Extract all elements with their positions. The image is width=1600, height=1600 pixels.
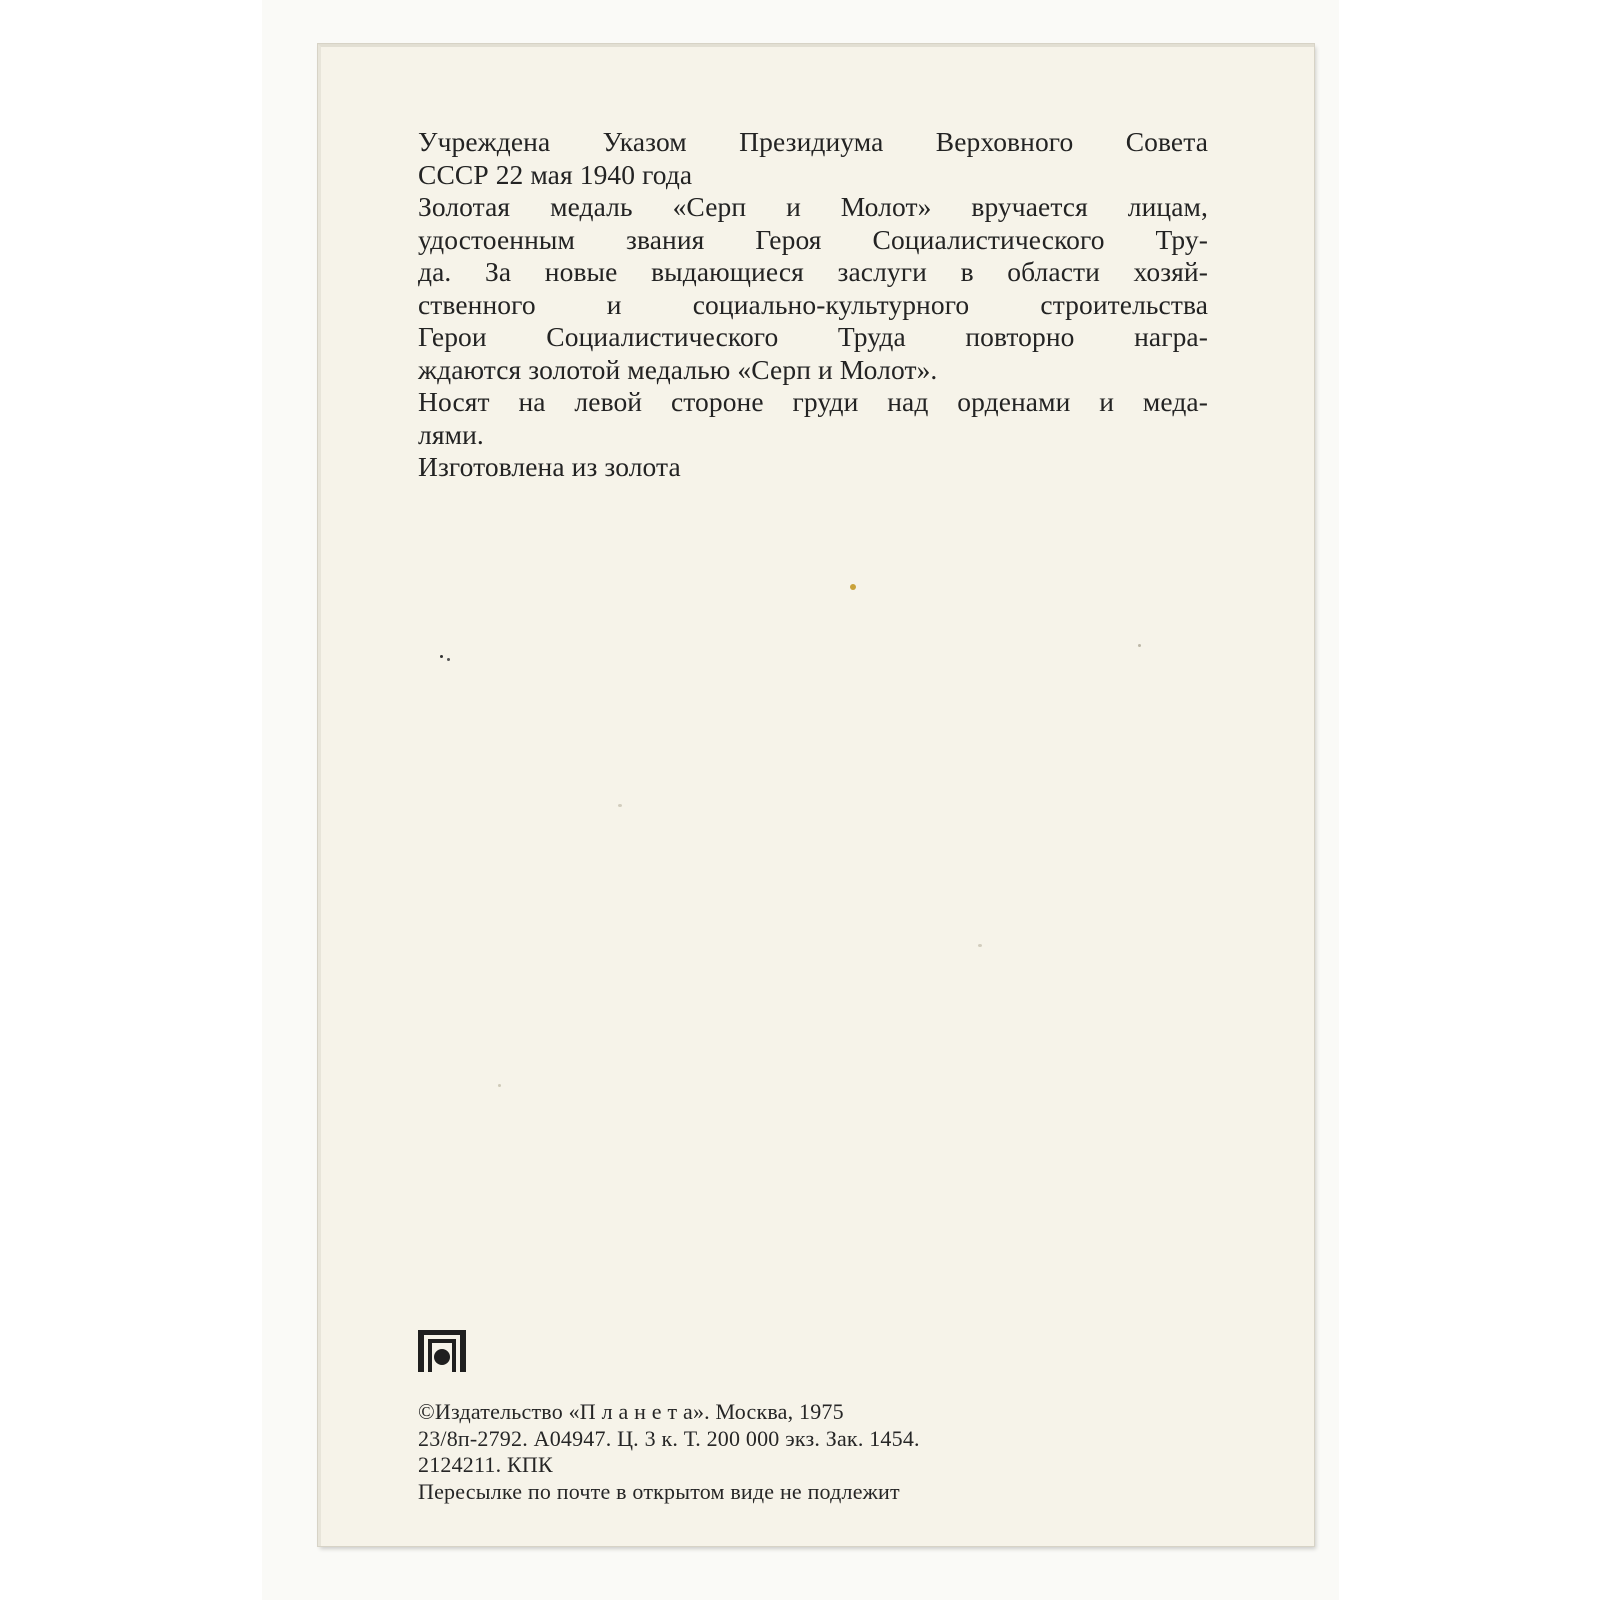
paper-speck: [447, 658, 450, 661]
description-line: лями.: [418, 418, 484, 450]
description-line: Изготовлена из золота: [418, 451, 681, 482]
description-line: Золотая медаль «Серп и Молот» вручается лицам,: [418, 191, 1208, 222]
description-line: Герои Социалистического Труда повторно награ-: [418, 321, 1208, 352]
postcard-back: [318, 44, 1314, 1546]
paper-speck: [498, 1084, 501, 1087]
imprint-line: ©Издательство «П л а н е т а». Москва, 1975: [418, 1399, 844, 1424]
paper-speck: [1138, 644, 1141, 647]
description-line: Носят на левой стороне груди над орденами и меда-: [418, 386, 1208, 417]
description-line: ственного и социально-культурного строительства: [418, 288, 1208, 320]
description-line: Учреждена Указом Президиума Верховного Совета: [418, 126, 1208, 157]
paper-speck: [850, 584, 856, 590]
description-line: да. За новые выдающиеся заслуги в области хозяй-: [418, 256, 1208, 287]
paper-speck: [978, 944, 982, 947]
description-line: СССР 22 мая 1940 года: [418, 158, 693, 190]
medal-description: [418, 126, 1208, 484]
paper-speck: [618, 804, 622, 807]
planeta-publisher-logo-icon: [418, 1330, 466, 1372]
imprint-line: 2124211. КПК: [418, 1452, 553, 1477]
imprint-line: 23/8п-2792. А04947. Ц. 3 к. Т. 200 000 экз. Зак. 1454.: [418, 1425, 920, 1451]
imprint-line: Пересылке по почте в открытом виде не подлежит: [418, 1478, 900, 1504]
description-line: ждаются золотой медалью «Серп и Молот».: [418, 353, 938, 385]
publisher-imprint: [418, 1399, 1118, 1505]
description-line: удостоенным звания Героя Социалистического Тру-: [418, 223, 1208, 255]
paper-speck: [440, 655, 443, 658]
